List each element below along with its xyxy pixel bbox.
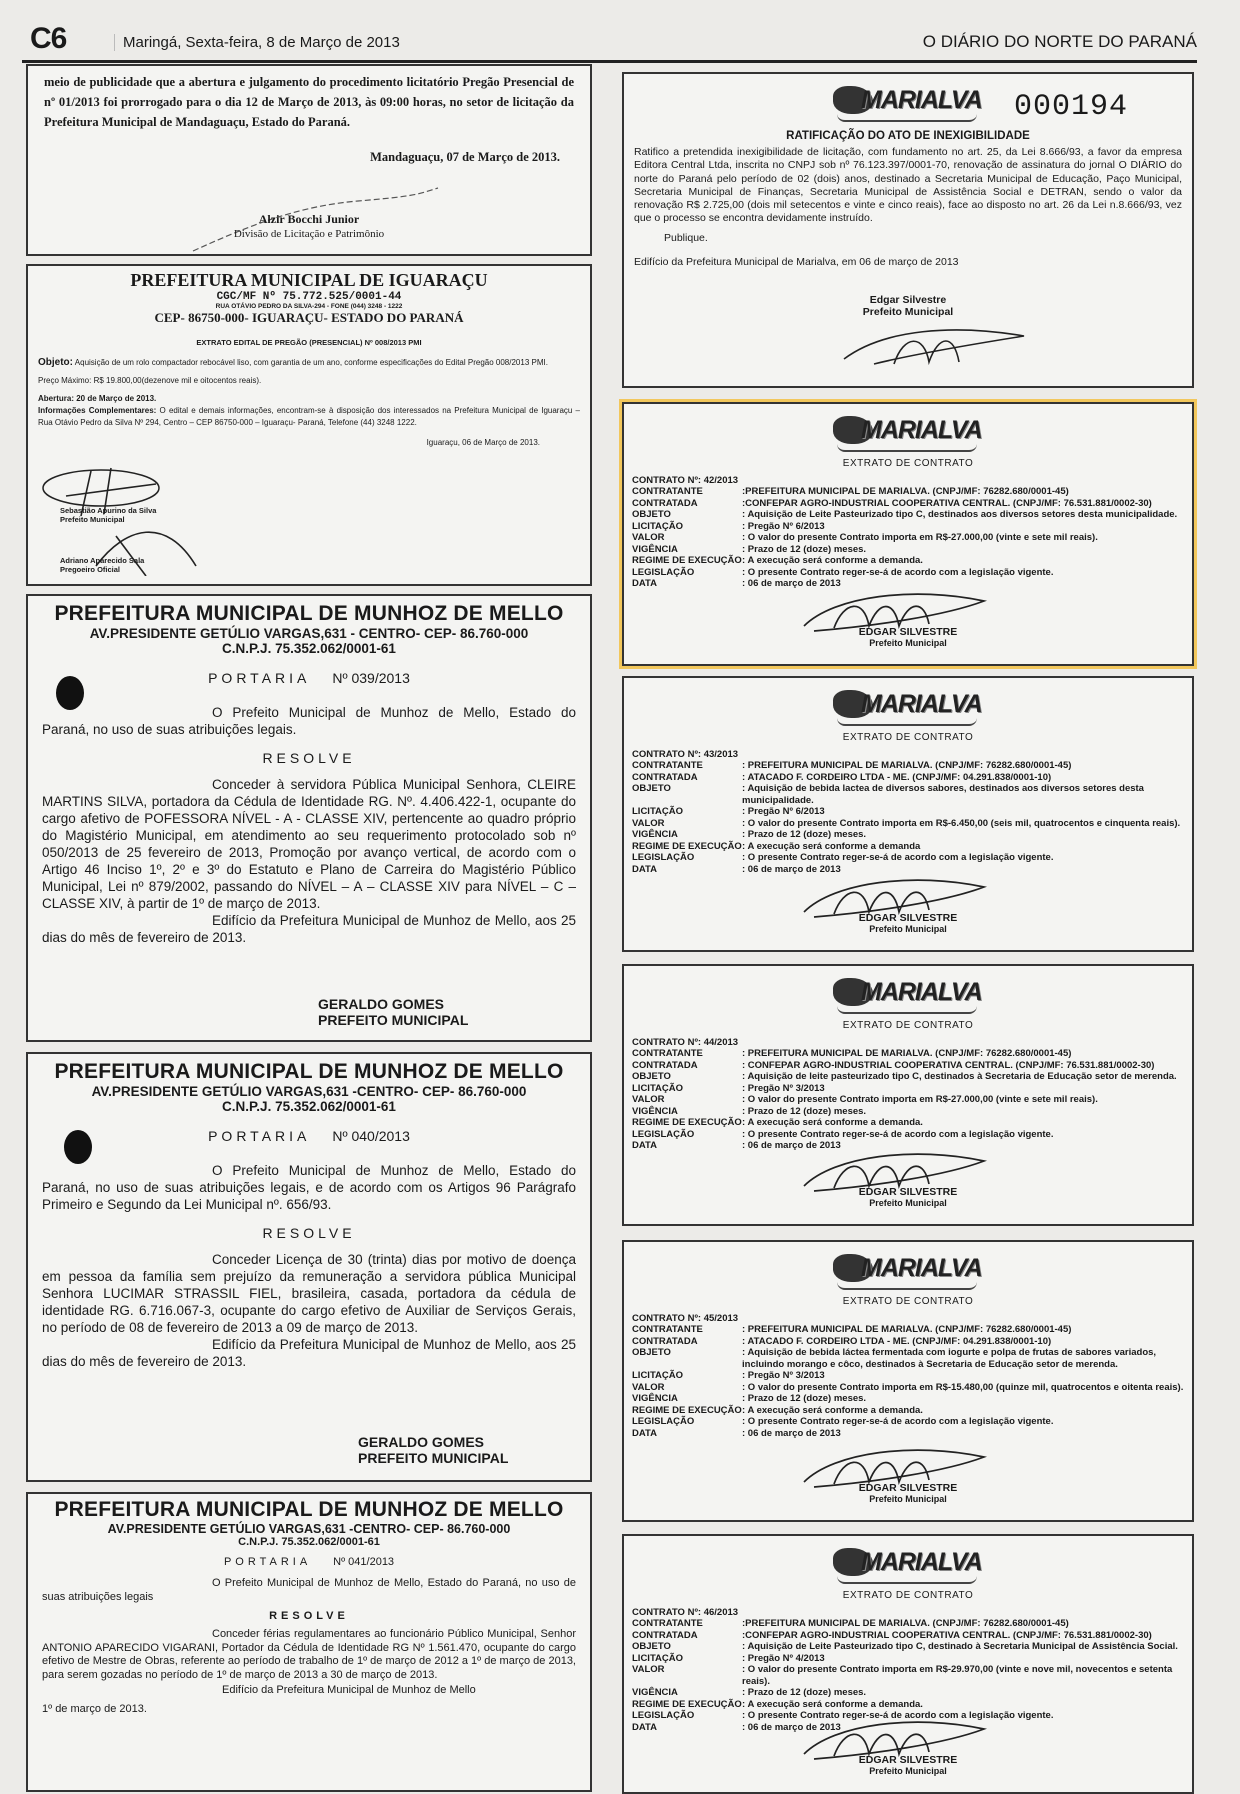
field-value: : Aquisição de leite pasteurizado tipo C, destinados à Secretaria de Educação setor de merenda. [742, 1071, 1177, 1082]
contract-field-row [632, 567, 1184, 579]
extrato-title: EXTRATO DE CONTRATO [842, 1020, 974, 1031]
field-value: : A execução será conforme a demanda. [742, 1117, 923, 1128]
closing: Edifício da Prefeitura Municipal de Marialva, em 06 de março de 2013 [634, 255, 959, 268]
intro: O Prefeito Municipal de Munhoz de Mello, Estado do Paraná, no uso de suas atribuições legais [42, 1577, 576, 1603]
field-label: DATA [632, 578, 657, 589]
field-value: : Prazo de 12 (doze) meses. [742, 1393, 867, 1404]
field-value: : Prazo de 12 (doze) meses. [742, 1687, 867, 1698]
field-label: VALOR [632, 817, 665, 829]
field-label: REGIME DE EXECUÇÃO [632, 840, 742, 852]
contract-field-row [632, 1699, 1184, 1711]
field-label: LICITAÇÃO [632, 1082, 684, 1094]
contract-field-row [632, 1094, 1184, 1106]
extrato-contrato [622, 1240, 1194, 1522]
marialva-logo: MARIALVA [833, 1542, 983, 1586]
signer2-role: Pregoeiro Oficial [60, 565, 121, 574]
notice-body: Ratifico a pretendida inexigibilidade de licitação, com fundamento no art. 25, da Lei 8.666/93, a favor da empresa Editora Central Ltda, inscrita no CNPJ sob nº 76.123.397/0001-70, renovação de assinatura do jornal O DIÁRIO do norte do Paraná pelo período de 02 (dois) anos, destinado a Secretaria Municipal de Educação, Paço Municipal, Secretaria Municipal de Finanças, Secretaria Municipal de Assistência Social e DETRAN, sendo o valor da renovação R$ 2.725,00 (dois mil setecentos e vinte e cinco reais), face ao disposto no art. 26 da Lei n.8.666/93, vez que o processo se encontra devidamente instruído. [634, 146, 1182, 225]
field-label: CONTRATADA [632, 771, 698, 783]
contract-fields [632, 749, 1184, 875]
field-value: : A execução será conforme a demanda. [742, 1404, 923, 1416]
extrato-contrato [622, 1534, 1194, 1794]
contract-field-row [632, 1117, 1184, 1129]
resolve-heading: RESOLVE [269, 1610, 349, 1622]
signature-block [624, 1482, 1192, 1504]
page-number: C6 [30, 22, 67, 55]
contract-field-row [632, 829, 1184, 841]
notice-text: meio de publicidade que a abertura e julgamento do procedimento licitatório Pregão Presencial de nº 01/2013 foi prorrogado para o dia 12 de Março de 2013, às 09:00 horas, no setor de licitação da Prefeitura Municipal de Mandaguaçu, Estado do Paraná. [44, 75, 574, 129]
notice-title: PREFEITURA MUNICIPAL DE IGUARAÇU [130, 270, 488, 290]
extrato-contrato [622, 676, 1194, 952]
signer2 [60, 556, 144, 574]
body: Conceder Licença de 30 (trinta) dias por motivo de doença em pessoa da família sem prejuízo da remuneração a servidora pública Municipal Senhora LUCIMAR STRASSIL FIEL, brasileira, casada, portadora da cédula de identidade RG. 6.716.067-3, ocupante do cargo efetivo de Auxiliar de Serviços Gerais, no período de 08 de fevereiro de 2013 a 09 de março de 2013. [42, 1252, 576, 1335]
marialva-logo: MARIALVA [833, 80, 983, 124]
page-header [22, 22, 1197, 63]
extrato-title: EXTRATO DE CONTRATO [842, 1590, 974, 1601]
field-value: : O presente Contrato reger-se-á de acordo com a legislação vigente. [742, 1416, 1054, 1427]
contract-field-row [632, 1324, 1184, 1336]
contract-field-row [632, 783, 1184, 806]
notice-body [38, 357, 580, 449]
signer-name: GERALDO GOMES [358, 1434, 485, 1450]
contract-field-row [632, 486, 1184, 498]
contract-field-row [632, 818, 1184, 830]
signature-block [624, 1186, 1192, 1208]
field-value: : O valor do presente Contrato importa em R$-15.480,00 (quinze mil, quatrocentos e oitenta reais). [742, 1381, 1184, 1393]
field-label: LICITAÇÃO [632, 520, 684, 532]
contract-field-row [632, 509, 1184, 521]
field-label: OBJETO [632, 1641, 671, 1652]
field-value: : Prazo de 12 (doze) meses. [742, 1105, 867, 1117]
info: O edital e demais informações, encontram-se à disposição dos interessados na Prefeitura Municipal de Iguaraçu – Rua Otávio Pedro da Silva Nº 294, Centro – CEP 86750-000 – Iguaraçu- Paraná, Telefone (44) 3248 1222. [38, 406, 580, 427]
contract-field-row [632, 1106, 1184, 1118]
portaria-039 [26, 594, 592, 1042]
field-value: : Pregão Nº 3/2013 [742, 1370, 825, 1381]
resolve-heading: RESOLVE [262, 750, 356, 766]
objeto: Aquisição de um rolo compactador rebocável liso, com garantia de um ano, conforme especificações do Edital Pregão 008/2013 PMI. [74, 358, 548, 367]
field-label: DATA [632, 863, 657, 875]
signer-role: Prefeito Municipal [862, 305, 954, 318]
contract-number: CONTRATO Nº: 44/2013 [632, 1037, 739, 1048]
contract-field-row [632, 760, 1184, 772]
field-label: CONTRATADA [632, 1335, 698, 1347]
contract-field-row [632, 1641, 1184, 1653]
body: Conceder férias regulamentares ao funcionário Público Municipal, Senhor ANTONIO APARECIDO VIGARANI, Portador da Cédula de Identidade RG Nº 1.561.470, ocupante do cargo efetivo de Mestre de Obras, referente ao período de trabalho de 1º de março de 2012 a 1º de março de 2013, para serem gozadas no período de 1º de março de 2013 a 30 de março de 2013. [42, 1628, 576, 1681]
contract-field-row [632, 1416, 1184, 1428]
field-label: VALOR [632, 1094, 665, 1105]
address: RUA OTÁVIO PEDRO DA SILVA-294 - FONE (044) 3248 - 1222 [215, 303, 403, 310]
field-value: : O valor do presente Contrato importa em R$-6.450,00 (seis mil, quatrocentos e cinquenta reais). [742, 817, 1181, 829]
signer-name: EDGAR SILVESTRE [858, 1482, 958, 1494]
contract-field-row [632, 1428, 1184, 1440]
resolve-heading: RESOLVE [262, 1225, 356, 1241]
info-label: Informações Complementares: [38, 406, 157, 415]
field-value: : 06 de março de 2013 [742, 578, 841, 589]
contract-field-row [632, 852, 1184, 864]
portaria-040 [26, 1052, 592, 1482]
field-label: REGIME DE EXECUÇÃO [632, 1698, 742, 1710]
contract-field-row [632, 1664, 1184, 1687]
contract-field-row [632, 1653, 1184, 1665]
field-label: OBJETO [632, 1071, 671, 1082]
field-value: : Pregão Nº 4/2013 [742, 1652, 825, 1664]
field-label: VIGÊNCIA [632, 543, 678, 555]
field-label: VALOR [632, 1664, 665, 1675]
field-label: LEGISLAÇÃO [632, 1710, 695, 1721]
contract-field-row [632, 544, 1184, 556]
header-date: Maringá, Sexta-feira, 8 de Março de 2013 [114, 34, 400, 51]
field-value: : O valor do presente Contrato importa em R$-29.970,00 (vinte e nove mil, novecentos e setenta reais). [742, 1664, 1173, 1687]
portaria-number: Nº 040/2013 [332, 1128, 410, 1144]
signer-role: Divisão de Licitação e Patrimônio [233, 228, 385, 240]
contract-number: CONTRATO Nº: 46/2013 [632, 1607, 739, 1618]
extrato-title: EXTRATO DE CONTRATO [842, 1296, 974, 1307]
closing: Edifício da Prefeitura Municipal de Munhoz de Mello, aos 25 dias do mês de fevereiro de 2013. [42, 913, 576, 945]
signature-block [624, 1754, 1192, 1776]
cnpj: CGC/MF Nº 75.772.525/0001-44 [216, 291, 402, 303]
field-label: DATA [632, 1427, 657, 1439]
contract-field-row [632, 1336, 1184, 1348]
cnpj: C.N.P.J. 75.352.062/0001-61 [238, 1536, 380, 1548]
signature-block [318, 996, 468, 1028]
field-label: OBJETO [632, 783, 671, 794]
closing: Edifício da Prefeitura Municipal de Munhoz de Mello, aos 25 dias do mês de fevereiro de 2013. [42, 1337, 576, 1369]
notice-title: PREFEITURA MUNICIPAL DE MUNHOZ DE MELLO [54, 1498, 564, 1521]
field-label: LEGISLAÇÃO [632, 1416, 695, 1427]
contract-fields [632, 475, 1184, 590]
signer-name: EDGAR SILVESTRE [858, 912, 958, 924]
field-label: CONTRATANTE [632, 1324, 703, 1335]
contract-fields [632, 1037, 1184, 1152]
field-value: : ATACADO F. CORDEIRO LTDA - ME. (CNPJ/MF: 04.291.838/0001-10) [742, 1335, 1052, 1347]
field-value: : PREFEITURA MUNICIPAL DE MARIALVA. (CNPJ/MF: 76282.680/0001-45) [742, 760, 1072, 771]
address: AV.PRESIDENTE GETÚLIO VARGAS,631 - CENTRO- CEP- 86.760-000 [89, 626, 529, 641]
marialva-logo: MARIALVA [833, 1248, 983, 1292]
field-label: VIGÊNCIA [632, 1105, 678, 1117]
field-label: LICITAÇÃO [632, 1370, 684, 1381]
field-value: : O presente Contrato reger-se-á de acordo com a legislação vigente. [742, 852, 1054, 863]
field-value: : 06 de março de 2013 [742, 1721, 841, 1733]
field-label: CONTRATADA [632, 1629, 698, 1641]
portaria-label: PORTARIA [208, 1128, 311, 1144]
portaria-number: Nº 041/2013 [333, 1556, 395, 1568]
contract-field-row [632, 1129, 1184, 1141]
contract-field-row [632, 1048, 1184, 1060]
newspaper-name: O DIÁRIO DO NORTE DO PARANÁ [922, 32, 1197, 51]
signer-role: Prefeito Municipal [869, 924, 947, 934]
intro: O Prefeito Municipal de Munhoz de Mello, Estado do Paraná, no uso de suas atribuições legais, e de acordo com os Artigos 96 Parágrafo Primeiro e Segundo da Lei Municipal nº. 656/93. [42, 1163, 576, 1212]
signer1-name: Sebastião Apurino da Silva [60, 506, 157, 515]
signer-name: Edgar Silvestre [869, 293, 947, 306]
field-label: LICITAÇÃO [632, 1652, 684, 1664]
contract-field-row [632, 1370, 1184, 1382]
notice-iguaracu [26, 264, 592, 586]
field-label: CONTRATANTE [632, 1048, 703, 1059]
ratificacao-marialva [622, 72, 1194, 388]
extrato-title: EXTRATO EDITAL DE PREGÃO (PRESENCIAL) Nº 008/2013 PMI [196, 338, 422, 347]
field-label: VIGÊNCIA [632, 1393, 678, 1404]
body: Conceder à servidora Pública Municipal Senhora, CLEIRE MARTINS SILVA, portadora da Cédula de Identidade RG. Nº. 4.406.422-1, ocupante do cargo afetivo de POFESSORA NÍVEL - A - CLASSE XIV, pertencente ao quadro próprio do Magistério Municipal, em atendimento ao seu requerimento protocolado sob nº 050/2013 de 25 fevereiro de 2013, Promoção por avanço vertical, de acordo com o Artigo 46 Inciso 1º, 2º e 3º do Estatuto e Plano de Carreira do Magistério Público Municipal, Lei nº 879/2002, passando do NÍVEL – A – CLASSE XIV para NÍVEL – C – CLASSE XIV, à partir de 1º de março de 2013. [42, 777, 576, 911]
field-label: OBJETO [632, 509, 671, 520]
field-label: LICITAÇÃO [632, 806, 684, 817]
field-label: OBJETO [632, 1347, 671, 1358]
contract-field-row [632, 841, 1184, 853]
cep: CEP- 86750-000- IGUARAÇU- ESTADO DO PARANÁ [154, 310, 464, 325]
signature-block [624, 626, 1192, 648]
portaria-heading [28, 1556, 590, 1568]
contract-field-row [632, 1630, 1184, 1642]
field-label: CONTRATADA [632, 497, 698, 509]
extrato-contrato [622, 402, 1194, 666]
field-label: VIGÊNCIA [632, 1687, 678, 1698]
place-date: Mandaguaçu, 07 de Março de 2013. [370, 150, 560, 164]
field-label: REGIME DE EXECUÇÃO [632, 555, 742, 566]
portaria-number: Nº 039/2013 [332, 670, 410, 686]
contract-field-row [632, 1060, 1184, 1072]
field-value: : A execução será conforme a demanda. [742, 1698, 923, 1710]
extrato-contrato [622, 964, 1194, 1226]
signature-scribble [834, 324, 1034, 369]
signer-role: Prefeito Municipal [869, 638, 947, 648]
cnpj: C.N.P.J. 75.352.062/0001-61 [222, 1099, 396, 1114]
contract-field-row [632, 806, 1184, 818]
field-value: : ATACADO F. CORDEIRO LTDA - ME. (CNPJ/MF: 04.291.838/0001-10) [742, 771, 1052, 783]
field-value: :CONFEPAR AGRO-INDUSTRIAL COOPERATIVA CENTRAL. (CNPJ/MF: 76.531.881/0002-30) [742, 497, 1152, 509]
field-value: : O valor do presente Contrato importa em R$-27.000,00 (vinte e sete mil reais). [742, 532, 1098, 543]
preco: Preço Máximo: R$ 19.800,00(dezenove mil e oitocentos reais). [38, 376, 262, 385]
field-label: DATA [632, 1721, 657, 1733]
field-value: : Aquisição de bebida láctea fermentada com iogurte e polpa de frutas de sabores variados, incluindo morango e côco, destinados à Secretaria de Educação setor de merenda. [742, 1347, 1157, 1370]
field-label: REGIME DE EXECUÇÃO [632, 1404, 742, 1416]
field-label: CONTRATANTE [632, 486, 703, 497]
notice-title: PREFEITURA MUNICIPAL DE MUNHOZ DE MELLO [54, 1060, 564, 1083]
place-date: Iguaraçu, 06 de Março de 2013. [426, 438, 540, 447]
field-value: : O presente Contrato reger-se-á de acordo com a legislação vigente. [742, 566, 1054, 578]
notice-mandaguacu [26, 64, 592, 256]
field-label: VALOR [632, 532, 665, 543]
contract-number: CONTRATO Nº: 43/2013 [632, 749, 739, 760]
signature-block [358, 1434, 508, 1466]
field-value: : Aquisição de Leite Pasteurizado tipo C, destinados aos diversos setores desta municipalidade. [742, 509, 1178, 520]
field-value: : Pregão Nº 3/2013 [742, 1082, 825, 1094]
signer-name: EDGAR SILVESTRE [858, 1754, 958, 1766]
field-value: : Prazo de 12 (doze) meses. [742, 829, 867, 840]
signer-role: PREFEITO MUNICIPAL [318, 1012, 469, 1028]
contract-field-row [632, 532, 1184, 544]
field-label: CONTRATANTE [632, 760, 703, 771]
field-value: : O presente Contrato reger-se-á de acordo com a legislação vigente. [742, 1128, 1054, 1140]
field-label: CONTRATANTE [632, 1618, 703, 1629]
field-value: : 06 de março de 2013 [742, 1140, 841, 1151]
portaria-041 [26, 1492, 592, 1792]
extrato-title: EXTRATO DE CONTRATO [842, 732, 974, 743]
notice-title: RATIFICAÇÃO DO ATO DE INEXIGIBILIDADE [786, 130, 1030, 142]
signer-role: Prefeito Municipal [869, 1766, 947, 1776]
objeto-label: Objeto: [38, 357, 73, 368]
contract-field-row [632, 1393, 1184, 1405]
field-label: DATA [632, 1140, 657, 1151]
stamp-number: 000194 [1014, 90, 1129, 124]
signer-role: Prefeito Municipal [869, 1494, 947, 1504]
signer1 [60, 506, 156, 524]
field-value: : Aquisição de bebida lactea de diversos sabores, destinados aos diversos setores desta municipalidade. [742, 783, 1144, 806]
contract-number: CONTRATO Nº: 42/2013 [632, 475, 739, 486]
signer-name: EDGAR SILVESTRE [858, 1186, 958, 1198]
field-value: : CONFEPAR AGRO-INDUSTRIAL COOPERATIVA CENTRAL. (CNPJ/MF: 76.531.881/0002-30) [742, 1059, 1155, 1071]
signer2-name: Adriano Aparecido Sala [60, 556, 145, 565]
extrato-title: EXTRATO DE CONTRATO [842, 458, 974, 469]
field-value: : 06 de março de 2013 [742, 863, 841, 875]
marialva-logo: MARIALVA [833, 972, 983, 1016]
field-value: : A execução será conforme a demanda [742, 840, 921, 852]
contract-field-row [632, 1618, 1184, 1630]
field-value: : PREFEITURA MUNICIPAL DE MARIALVA. (CNPJ/MF: 76282.680/0001-45) [742, 1324, 1072, 1335]
field-value: : O presente Contrato reger-se-á de acordo com a legislação vigente. [742, 1710, 1054, 1721]
portaria-label: PORTARIA [223, 1556, 312, 1568]
field-label: CONTRATADA [632, 1059, 698, 1071]
field-value: : Pregão Nº 6/2013 [742, 806, 825, 817]
portaria-heading [28, 1128, 590, 1144]
contract-field-row [632, 1347, 1184, 1370]
field-label: LEGISLAÇÃO [632, 566, 695, 578]
field-value: : Aquisição de Leite Pasteurizado tipo C, destinado à Secretaria Municipal de Assistência Social. [742, 1641, 1178, 1652]
marialva-logo: MARIALVA [833, 684, 983, 728]
portaria-heading [28, 670, 590, 686]
field-label: LEGISLAÇÃO [632, 852, 695, 863]
address: AV.PRESIDENTE GETÚLIO VARGAS,631 -CENTRO- CEP- 86.760-000 [107, 1522, 511, 1536]
contract-field-row [632, 1405, 1184, 1417]
field-value: : O valor do presente Contrato importa em R$-27.000,00 (vinte e sete mil reais). [742, 1094, 1098, 1105]
field-label: REGIME DE EXECUÇÃO [632, 1117, 742, 1128]
field-value: : Pregão Nº 6/2013 [742, 520, 825, 532]
contract-field-row [632, 772, 1184, 784]
field-value: : 06 de março de 2013 [742, 1427, 841, 1439]
abertura: Abertura: 20 de Março de 2013. [38, 394, 157, 403]
contract-number: CONTRATO Nº: 45/2013 [632, 1313, 739, 1324]
contract-field-row [632, 1687, 1184, 1699]
field-label: VALOR [632, 1381, 665, 1393]
signer1-role: Prefeito Municipal [60, 515, 125, 524]
punch-hole-mark [64, 1130, 92, 1164]
signer-role: PREFEITO MUNICIPAL [358, 1450, 509, 1466]
signer-name: GERALDO GOMES [318, 996, 445, 1012]
field-value: :CONFEPAR AGRO-INDUSTRIAL COOPERATIVA CENTRAL. (CNPJ/MF: 76.531.881/0002-30) [742, 1629, 1152, 1641]
marialva-logo: MARIALVA [833, 410, 983, 454]
field-value: :PREFEITURA MUNICIPAL DE MARIALVA. (CNPJ/MF: 76282.680/0001-45) [742, 1618, 1069, 1629]
intro: O Prefeito Municipal de Munhoz de Mello, Estado do Paraná, no uso de suas atribuições legais. [42, 705, 576, 737]
address: AV.PRESIDENTE GETÚLIO VARGAS,631 -CENTRO- CEP- 86.760-000 [91, 1084, 527, 1099]
field-label: LEGISLAÇÃO [632, 1128, 695, 1140]
contract-field-row [632, 1083, 1184, 1095]
field-value: : PREFEITURA MUNICIPAL DE MARIALVA. (CNPJ/MF: 76282.680/0001-45) [742, 1048, 1072, 1059]
closing-date: 1º de março de 2013. [42, 1703, 147, 1715]
contract-field-row [632, 521, 1184, 533]
contract-field-row [632, 1071, 1184, 1083]
notice-title: PREFEITURA MUNICIPAL DE MUNHOZ DE MELLO [54, 602, 564, 625]
publique: Publique. [664, 231, 708, 244]
closing: Edifício da Prefeitura Municipal de Munhoz de Mello [222, 1684, 476, 1696]
cnpj: C.N.P.J. 75.352.062/0001-61 [222, 641, 396, 656]
contract-field-row [632, 498, 1184, 510]
signer-name: EDGAR SILVESTRE [858, 626, 958, 638]
signer-name: Alzir Bocchi Junior [258, 212, 360, 226]
contract-field-row [632, 555, 1184, 567]
signature-block [624, 912, 1192, 934]
contract-fields [632, 1313, 1184, 1439]
contract-field-row [632, 1382, 1184, 1394]
field-label: VIGÊNCIA [632, 829, 678, 840]
portaria-label: PORTARIA [208, 670, 311, 686]
field-value: : A execução será conforme a demanda. [742, 555, 923, 566]
punch-hole-mark [56, 676, 84, 710]
signer-role: Prefeito Municipal [869, 1198, 947, 1208]
field-value: : Prazo de 12 (doze) meses. [742, 543, 867, 555]
field-value: :PREFEITURA MUNICIPAL DE MARIALVA. (CNPJ/MF: 76282.680/0001-45) [742, 486, 1069, 497]
